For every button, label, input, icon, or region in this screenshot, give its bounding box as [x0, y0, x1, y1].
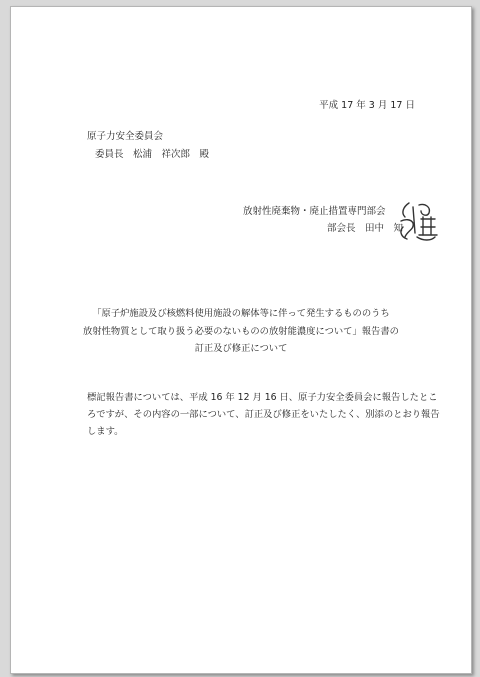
title-line: 訂正及び修正について — [194, 343, 288, 354]
document-page — [10, 6, 472, 674]
addressee-recipient: 委員長 松浦 祥次郎 殿 — [95, 149, 210, 160]
title-line: 「原子炉施設及び核燃料使用施設の解体等に伴って発生するもののうち — [92, 308, 390, 319]
body-paragraph — [87, 389, 440, 440]
addressee-organization: 原子力安全委員会 — [87, 131, 164, 142]
document-title — [49, 305, 433, 358]
sender-chair: 部会長 田中 知 — [327, 223, 404, 234]
body-line: 標記報告書については、平成 16 年 12 月 16 日、原子力安全委員会に報告したとこ — [87, 392, 438, 403]
seal-stamp-icon — [395, 197, 441, 243]
document-date: 平成 17 年 3 月 17 日 — [319, 100, 415, 111]
title-line: 放射性物質として取り扱う必要のないものの放射能濃度について」報告書の — [83, 325, 399, 337]
body-line: ろですが、その内容の一部について、訂正及び修正をいたしたく、別添のとおり報告 — [87, 409, 440, 420]
body-line: します。 — [87, 426, 124, 437]
sender-committee: 放射性廃棄物・廃止措置専門部会 — [243, 206, 386, 217]
